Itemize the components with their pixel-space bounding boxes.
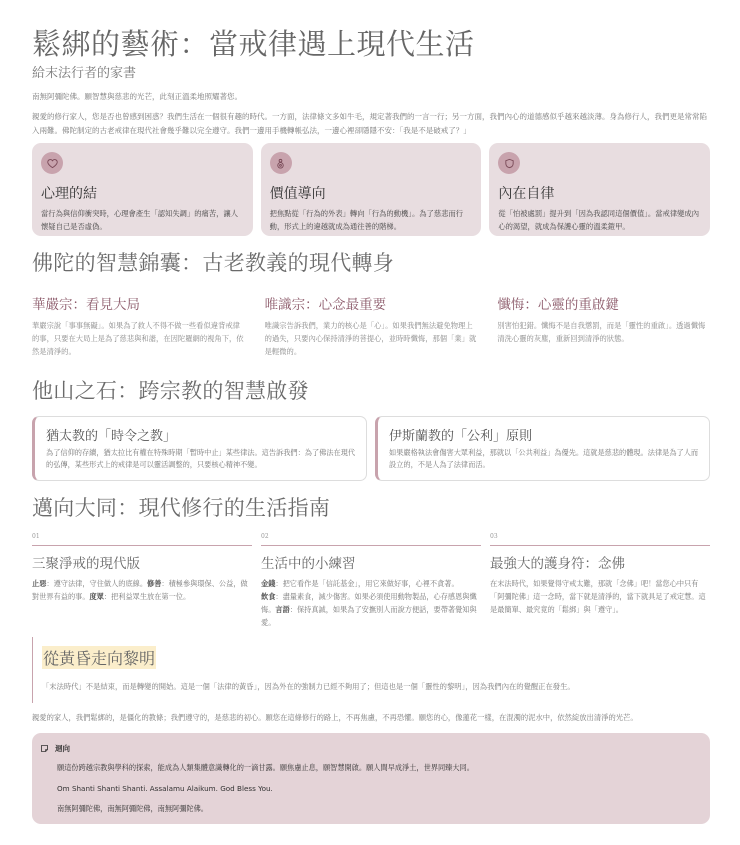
- guide-title: 三聚淨戒的現代版: [32, 556, 140, 572]
- wisdom-title: 唯識宗：心念最重要: [264, 297, 387, 313]
- interfaith-cards: [32, 416, 710, 481]
- callout-line: Om Shanti Shanti Shanti. Assalamu Alaikum. God Bless You.: [57, 784, 273, 793]
- interfaith-card: [375, 416, 710, 481]
- interfaith-title: 伊斯蘭教的「公利」原則: [389, 429, 533, 444]
- callout-body: [40, 763, 702, 814]
- intro-paragraph: 親愛的修行家人，您是否也曾感到困惑？我們生活在一個很有趣的時代。一方面，法律條文多如牛毛，規定著我們的一言一行；另一方面，我們內心的道德感似乎越來越淡薄。身為修行人，我們更是常常陷入兩難。佛陀制定的古老戒律在現代社會幾乎難以完全遵守。我們一邊用手機轉帳弘法，一邊心裡卻隱隱不安：「我是不是破戒了？」: [32, 112, 707, 135]
- wisdom-title: 懺悔：心靈的重啟鍵: [497, 297, 619, 313]
- greeting-text: 南無阿彌陀佛。願智慧與慈悲的光芒，此刻正溫柔地照耀著您。: [32, 92, 242, 101]
- callout-label: 迴向: [55, 744, 70, 753]
- wisdom-title: 華嚴宗：看見大局: [32, 297, 140, 313]
- wisdom-item: [497, 293, 710, 358]
- page-subtitle: 給末法行者的家書: [32, 66, 137, 81]
- guide-divider: [32, 545, 252, 546]
- guide-title: 生活中的小練習: [261, 556, 356, 572]
- guide-text: 金錢：把它看作是「信託基金」，用它來做好事，心裡不貪著。 飲食：盡量素食，減少傷害。如果必須使用動物製品，心存感恩與懺悔。言語：保持真誠，如果為了安撫別人而說方便話，要帶著覺知與愛。: [261, 579, 477, 627]
- section-heading-wisdom: 佛陀的智慧錦囊：古老教義的現代轉身: [32, 251, 395, 275]
- interfaith-card: [32, 416, 367, 481]
- wisdom-item: [32, 293, 245, 358]
- interfaith-text: 為了信仰的存續，猶太拉比有權在特殊時期「暫時中止」某些律法。這告訴我們：為了佛法在現代的弘傳，某些形式上的戒律是可以靈活調整的，只要核心精神不變。: [46, 448, 356, 469]
- guide-item: [261, 533, 481, 629]
- wisdom-item: [265, 293, 478, 358]
- guide-text: 止惡：遵守法律，守住做人的底線。修善：積極參與環保、公益，做對世界有益的事。度眾：把利益眾生放在第一位。: [32, 579, 248, 601]
- wisdom-columns: [32, 293, 710, 358]
- card-text: 把焦點從「行為的外表」轉向「行為的動機」。為了慈悲而行動，形式上的違越就成為通往善的階梯。: [269, 209, 464, 231]
- guide-number: 02: [261, 533, 269, 540]
- concept-card: [489, 143, 710, 236]
- guide-title: 最強大的護身符：念佛: [490, 556, 625, 572]
- dawn-title: 從黃昏走向黎明: [42, 646, 156, 669]
- callout-line: 南無阿彌陀佛，南無阿彌陀佛，南無阿彌陀佛。: [57, 804, 208, 813]
- note-icon: [40, 744, 49, 753]
- dawn-section: [32, 637, 710, 703]
- heart-icon: [41, 152, 63, 174]
- concept-card: [261, 143, 482, 236]
- wisdom-text: 唯識宗告訴我們，業力的核心是「心」。如果我們無法避免物理上的過失，只要內心保持清淨的菩提心，並時時懺悔，那個「業」就是輕微的。: [264, 321, 477, 356]
- card-text: 當行為與信仰衝突時，心理會產生「認知失調」的痛苦，讓人懷疑自己是否虛偽。: [41, 209, 239, 231]
- concept-cards: [32, 143, 710, 236]
- guide-divider: [261, 545, 481, 546]
- guide-number: 01: [32, 533, 40, 540]
- shield-icon: [498, 152, 520, 174]
- guide-text: 在末法時代，如果覺得守戒太難，那就「念佛」吧！當您心中只有「阿彌陀佛」這一念時，當下就是清淨的，當下就具足了戒定慧。這是最簡單、最究竟的「鬆綁」與「遵守」。: [490, 579, 706, 614]
- guide-columns: [32, 533, 710, 629]
- callout-header: [40, 743, 702, 754]
- interfaith-text: 如果嚴格執法會傷害大眾利益，那就以「公共利益」為優先。這就是慈悲的體現。法律是為了人而設立的，不是人為了法律而活。: [389, 448, 699, 469]
- page-title: 鬆綁的藝術：當戒律遇上現代生活: [32, 27, 475, 61]
- person-icon: [270, 152, 292, 174]
- interfaith-title: 猶太教的「時令之教」: [46, 429, 177, 444]
- dawn-text: 「末法時代」不是結束，而是轉變的開始。這是一個「法律的黃昏」，因為外在的強制力已經不夠用了；但這也是一個「靈性的黎明」，因為我們內在的覺醒正在發生。: [42, 682, 575, 691]
- section-heading-guide: 邁向大同：現代修行的生活指南: [32, 496, 331, 520]
- concept-card: [32, 143, 253, 236]
- dedication-callout: [32, 733, 710, 824]
- guide-item: [490, 533, 710, 629]
- section-heading-interfaith: 他山之石：跨宗教的智慧啟發: [32, 379, 309, 403]
- card-title: 價值導向: [269, 186, 326, 202]
- card-title: 內在自律: [498, 186, 555, 202]
- wisdom-text: 華嚴宗說「事事無礙」。如果為了救人不得不做一些看似違背戒律的事，只要在大局上是為了慈悲與和諧，在因陀羅網的視角下，依然是清淨的。: [32, 321, 244, 356]
- callout-line: 願這份跨越宗教與學科的探索，能成為人類集體意識轉化的一滴甘露。願焦慮止息，願智慧開啟。願人間早成淨土，世界同臻大同。: [57, 763, 474, 772]
- closing-paragraph: 親愛的家人，我們鬆綁的，是僵化的教條；我們遵守的，是慈悲的初心。願您在這條修行的路上，不再焦慮，不再恐懼。願您的心，像蓮花一樣，在混濁的泥水中，依然綻放出清淨的光芒。: [32, 713, 638, 722]
- guide-number: 03: [490, 533, 498, 540]
- card-text: 從「怕被處罰」提升到「因為我認同這個價值」。當戒律變成內心的渴望，就成為保護心靈的溫柔鎧甲。: [498, 209, 700, 231]
- guide-item: [32, 533, 252, 629]
- guide-divider: [490, 545, 710, 546]
- card-title: 心理的結: [41, 186, 97, 202]
- wisdom-text: 別害怕犯錯。懺悔不是自我懲罰，而是「靈性的重啟」。透過懺悔清洗心靈的灰塵，重新回到清淨的狀態。: [497, 321, 706, 343]
